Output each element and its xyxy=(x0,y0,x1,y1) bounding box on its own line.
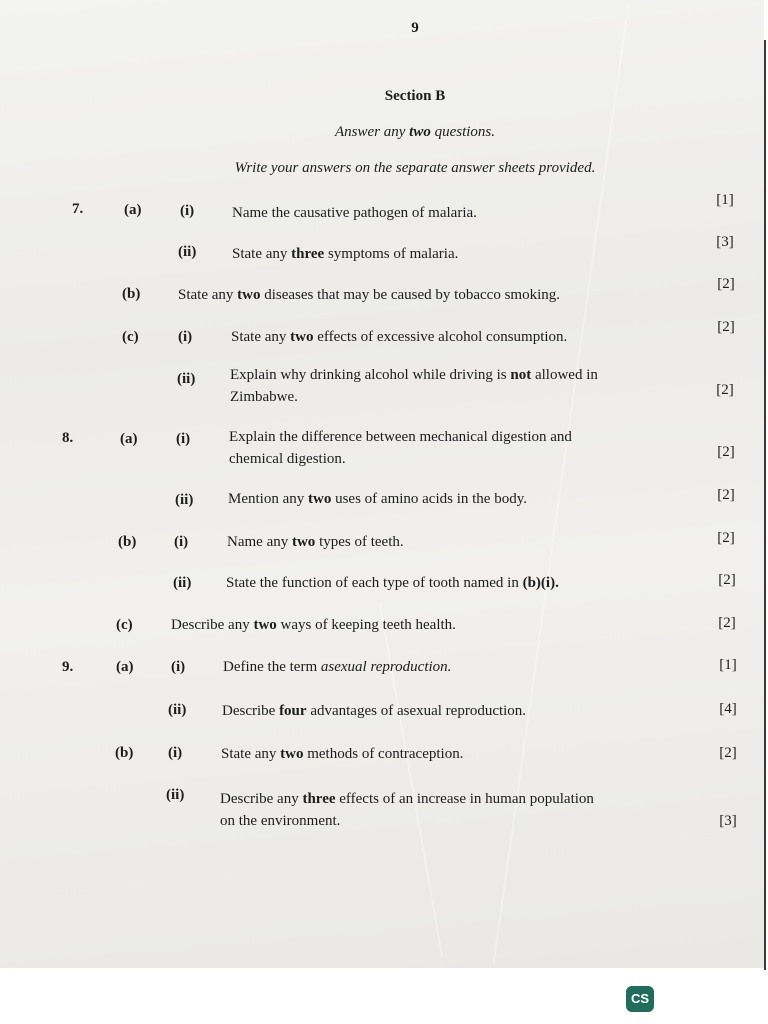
q8-part-a-label: (a) xyxy=(120,431,138,447)
q8b-i-label: (i) xyxy=(174,534,189,550)
q8a-ii-label: (ii) xyxy=(175,492,194,508)
q7a-i-label: (i) xyxy=(180,203,195,219)
q8b-ii-text: State the function of each type of tooth named in (b)(i). xyxy=(226,575,559,591)
q9-part-b-label: (b) xyxy=(115,745,134,761)
q9-part-a-label: (a) xyxy=(116,659,134,675)
q7c-i-text: State any two effects of excessive alcohol consumption. xyxy=(231,329,568,345)
q8a-ii-text: Mention any two uses of amino acids in the body. xyxy=(228,491,527,507)
q7-part-b-label: (b) xyxy=(122,286,141,302)
q9b-i-text: State any two methods of contraception. xyxy=(221,746,464,762)
q8c-mark: [2] xyxy=(718,615,736,631)
q7b-text: State any two diseases that may be caused by tobacco smoking. xyxy=(178,287,560,303)
q7c-ii-text: Explain why drinking alcohol while driving is not allowed in Zimbabwe. xyxy=(230,367,598,405)
q9a-i-label: (i) xyxy=(171,659,186,675)
q9a-i-text: Define the term asexual reproduction. xyxy=(223,659,452,675)
q8a-ii-mark: [2] xyxy=(717,487,735,503)
q8a-i-text: Explain the difference between mechanical digestion and chemical digestion. xyxy=(229,429,572,467)
q7c-ii-label: (ii) xyxy=(177,371,196,387)
q7b-mark: [2] xyxy=(717,276,735,292)
q7a-ii-text: State any three symptoms of malaria. xyxy=(232,246,459,262)
q7a-ii-mark: [3] xyxy=(716,234,734,250)
q9a-i-mark: [1] xyxy=(719,657,737,673)
q9a-ii-mark: [4] xyxy=(719,701,737,717)
q7c-ii-mark: [2] xyxy=(716,382,734,398)
q9b-ii-text: Describe any three effects of an increase in human population on the environment. xyxy=(220,791,594,829)
section-title: Section B xyxy=(384,88,446,104)
instruction-answer-two: Answer any two questions. xyxy=(334,124,496,140)
q7c-i-label: (i) xyxy=(178,329,193,345)
q8b-i-text: Name any two types of teeth. xyxy=(227,534,404,550)
q8b-i-mark: [2] xyxy=(717,530,735,546)
q9b-ii-mark: [3] xyxy=(719,813,737,829)
q7c-i-mark: [2] xyxy=(717,319,735,335)
q8c-text: Describe any two ways of keeping teeth health. xyxy=(171,617,456,633)
q7-part-c-label: (c) xyxy=(122,329,139,345)
q9b-ii-label: (ii) xyxy=(166,787,185,803)
question-number-7: 7. xyxy=(72,201,84,217)
q9b-i-mark: [2] xyxy=(719,745,737,761)
question-number-9: 9. xyxy=(62,659,74,675)
q9a-ii-text: Describe four advantages of asexual reproduction. xyxy=(222,703,527,719)
question-number-8: 8. xyxy=(62,430,74,446)
paper-edge-shadow xyxy=(764,40,766,970)
q9b-i-label: (i) xyxy=(168,745,183,761)
q8a-i-mark: [2] xyxy=(717,444,735,460)
q7a-i-text: Name the causative pathogen of malaria. xyxy=(232,205,477,221)
q8a-i-label: (i) xyxy=(176,431,191,447)
q7-part-a-label: (a) xyxy=(124,202,142,218)
camscanner-logo: CS xyxy=(626,986,654,1012)
q7a-i-mark: [1] xyxy=(716,192,734,208)
page-number: 9 xyxy=(411,20,419,36)
q8b-ii-label: (ii) xyxy=(173,575,192,591)
q9a-ii-label: (ii) xyxy=(168,702,187,718)
q7a-ii-label: (ii) xyxy=(178,244,197,260)
q8-part-b-label: (b) xyxy=(118,534,137,550)
instruction-answer-sheets: Write your answers on the separate answer sheets provided. xyxy=(234,160,596,176)
q8-part-c-label: (c) xyxy=(116,617,133,633)
q8b-ii-mark: [2] xyxy=(718,572,736,588)
